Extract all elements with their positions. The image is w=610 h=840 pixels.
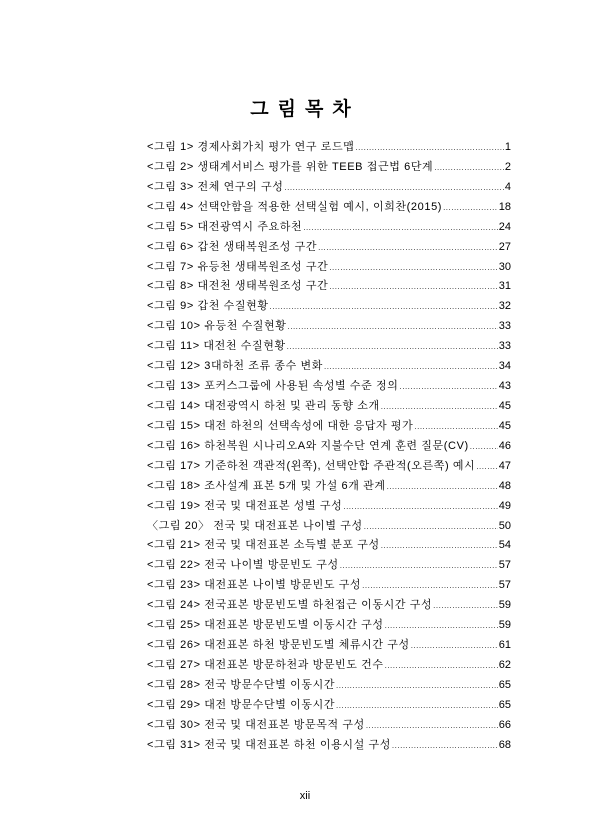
toc-entry[interactable] <box>147 397 511 417</box>
dot-leader <box>434 163 504 172</box>
entry-label: <그림 28> 전국 방문수단별 이동시간 <box>147 678 336 691</box>
toc-entry[interactable] <box>147 158 511 178</box>
dot-leader <box>355 143 503 152</box>
toc-entry[interactable] <box>147 198 511 218</box>
dot-leader <box>476 462 497 471</box>
entry-page: 47 <box>498 459 511 472</box>
dot-leader <box>318 243 498 252</box>
page-title: 그림목차 <box>250 99 360 120</box>
entry-page: 68 <box>498 738 511 751</box>
toc-entry[interactable] <box>147 736 511 756</box>
dot-leader <box>336 681 498 690</box>
entry-label: <그림 29> 대전 방문수단별 이동시간 <box>147 698 336 711</box>
entry-label: <그림 18> 조사설계 표본 5개 및 가설 6개 관계 <box>147 479 386 492</box>
entry-page: 65 <box>498 678 511 691</box>
toc-entry[interactable] <box>147 497 511 517</box>
dot-leader <box>288 322 498 331</box>
entry-label: <그림 13> 포커스그룹에 사용된 속성별 수준 정의 <box>147 380 399 393</box>
page-number: xii <box>299 790 311 802</box>
dot-leader <box>385 661 498 670</box>
entry-page: 46 <box>498 439 511 452</box>
toc-entry[interactable] <box>147 616 511 636</box>
toc-entry[interactable] <box>147 596 511 616</box>
entry-page: 57 <box>498 559 511 572</box>
entry-page: 57 <box>498 579 511 592</box>
entry-label: <그림 2> 생태계서비스 평가를 위한 TEEB 접근법 6단계 <box>147 160 434 173</box>
entry-page: 59 <box>498 599 511 612</box>
dot-leader <box>385 621 498 630</box>
toc-entry[interactable] <box>147 138 511 158</box>
entry-page: 43 <box>498 380 511 393</box>
entry-label: <그림 22> 전국 나이별 방문빈도 구성 <box>147 559 339 572</box>
dot-leader <box>411 641 498 650</box>
entry-label: <그림 11> 대전천 수질현황 <box>147 340 286 353</box>
toc-entry[interactable] <box>147 337 511 357</box>
toc-entry[interactable] <box>147 636 511 656</box>
entry-label: <그림 8> 대전천 생태복원조성 구간 <box>147 280 329 293</box>
dot-leader <box>381 541 498 550</box>
toc-entry[interactable] <box>147 676 511 696</box>
entry-label: <그림 4> 선택안함을 적용한 선택실험 예시, 이희찬(2015) <box>147 200 443 213</box>
toc-entry[interactable] <box>147 218 511 238</box>
entry-page: 49 <box>498 499 511 512</box>
dot-leader <box>303 223 498 232</box>
entry-page: 66 <box>498 718 511 731</box>
entry-label: <그림 10> 유등천 수질현황 <box>147 320 287 333</box>
entry-page: 45 <box>498 419 511 432</box>
entry-page: 18 <box>498 200 511 213</box>
dot-leader <box>366 721 498 730</box>
entry-page: 4 <box>504 180 511 193</box>
toc-entry[interactable] <box>147 357 511 377</box>
dot-leader <box>364 522 498 531</box>
entry-label: <그림 23> 대전표본 나이별 방문빈도 구성 <box>147 579 362 592</box>
entry-page: 62 <box>498 658 511 671</box>
figure-list <box>147 138 511 756</box>
entry-label: <그림 27> 대전표본 방문하천과 방문빈도 건수 <box>147 658 384 671</box>
entry-label: <그림 26> 대전표본 하천 방문빈도별 체류시간 구성 <box>147 639 410 652</box>
entry-label: <그림 31> 전국 및 대전표본 하천 이용시설 구성 <box>147 738 391 751</box>
toc-entry[interactable] <box>147 696 511 716</box>
dot-leader <box>443 203 498 212</box>
dot-leader <box>400 382 498 391</box>
entry-page: 48 <box>498 479 511 492</box>
entry-page: 59 <box>498 619 511 632</box>
entry-page: 54 <box>498 539 511 552</box>
toc-entry[interactable] <box>147 556 511 576</box>
toc-entry[interactable] <box>147 417 511 437</box>
entry-label: <그림 19> 전국 및 대전표본 성별 구성 <box>147 499 343 512</box>
entry-page: 1 <box>504 141 511 153</box>
entry-page: 61 <box>498 639 511 652</box>
entry-label: <그림 1> 경제사회가치 평가 연구 로드맵 <box>147 141 355 153</box>
toc-entry[interactable] <box>147 277 511 297</box>
entry-page: 30 <box>498 260 511 273</box>
toc-entry[interactable] <box>147 656 511 676</box>
entry-page: 33 <box>498 320 511 333</box>
dot-leader <box>343 502 497 511</box>
toc-entry[interactable] <box>147 258 511 278</box>
dot-leader <box>336 701 498 710</box>
entry-label: <그림 5> 대전광역시 주요하천 <box>147 220 303 233</box>
entry-label: <그림 25> 대전표본 방문빈도별 이동시간 구성 <box>147 619 384 632</box>
entry-page: 32 <box>498 300 511 313</box>
entry-page: 34 <box>498 360 511 373</box>
dot-leader <box>414 422 497 431</box>
entry-label: <그림 6> 갑천 생태복원조성 구간 <box>147 240 318 253</box>
toc-entry[interactable] <box>147 297 511 317</box>
dot-leader <box>387 482 498 491</box>
toc-entry[interactable] <box>147 716 511 736</box>
entry-page: 2 <box>504 160 511 173</box>
entry-label: <그림 14> 대전광역시 하천 및 관리 동향 소개 <box>147 399 380 412</box>
dot-leader <box>329 263 497 272</box>
entry-label: <그림 24> 전국표본 방문빈도별 하천접근 이동시간 구성 <box>147 599 433 612</box>
entry-label: <그림 9> 갑천 수질현황 <box>147 300 269 313</box>
entry-label: <그림 16> 하천복원 시나리오A와 지불수단 연계 훈련 질문(CV) <box>147 439 469 452</box>
entry-label: <그림 30> 전국 및 대전표본 방문목적 구성 <box>147 718 365 731</box>
entry-label: <그림 7> 유등천 생태복원조성 구간 <box>147 260 329 273</box>
dot-leader <box>470 442 498 451</box>
toc-entry[interactable] <box>147 477 511 497</box>
entry-label: <그림 3> 전체 연구의 구성 <box>147 180 284 193</box>
entry-page: 50 <box>498 519 511 532</box>
toc-entry[interactable] <box>147 317 511 337</box>
entry-label: <그림 15> 대전 하천의 선택속성에 대한 응답자 평가 <box>147 419 414 432</box>
entry-page: 27 <box>498 240 511 253</box>
entry-label: <그림 12> 3대하천 조류 종수 변화 <box>147 360 323 373</box>
dot-leader <box>433 601 498 610</box>
dot-leader <box>284 183 503 192</box>
dot-leader <box>287 342 498 351</box>
dot-leader <box>324 362 498 371</box>
toc-entry[interactable] <box>147 457 511 477</box>
dot-leader <box>381 402 498 411</box>
toc-entry[interactable] <box>147 377 511 397</box>
entry-page: 65 <box>498 698 511 711</box>
toc-entry[interactable] <box>147 576 511 596</box>
entry-page: 45 <box>498 399 511 412</box>
entry-page: 24 <box>498 220 511 233</box>
entry-page: 31 <box>498 280 511 293</box>
toc-entry[interactable] <box>147 517 511 537</box>
dot-leader <box>362 581 498 590</box>
entry-label: <그림 17> 기준하천 객관적(왼쪽), 선택안합 주관적(오른쪽) 예시 <box>147 459 476 472</box>
dot-leader <box>340 561 498 570</box>
dot-leader <box>392 741 498 750</box>
dot-leader <box>329 282 497 291</box>
toc-entry[interactable] <box>147 178 511 198</box>
toc-entry[interactable] <box>147 238 511 258</box>
entry-label: 〈그림 20〉 전국 및 대전표본 나이별 구성 <box>147 519 363 532</box>
toc-entry[interactable] <box>147 536 511 556</box>
dot-leader <box>270 302 498 311</box>
entry-page: 33 <box>498 340 511 353</box>
toc-entry[interactable] <box>147 437 511 457</box>
entry-label: <그림 21> 전국 및 대전표본 소득별 분포 구성 <box>147 539 380 552</box>
